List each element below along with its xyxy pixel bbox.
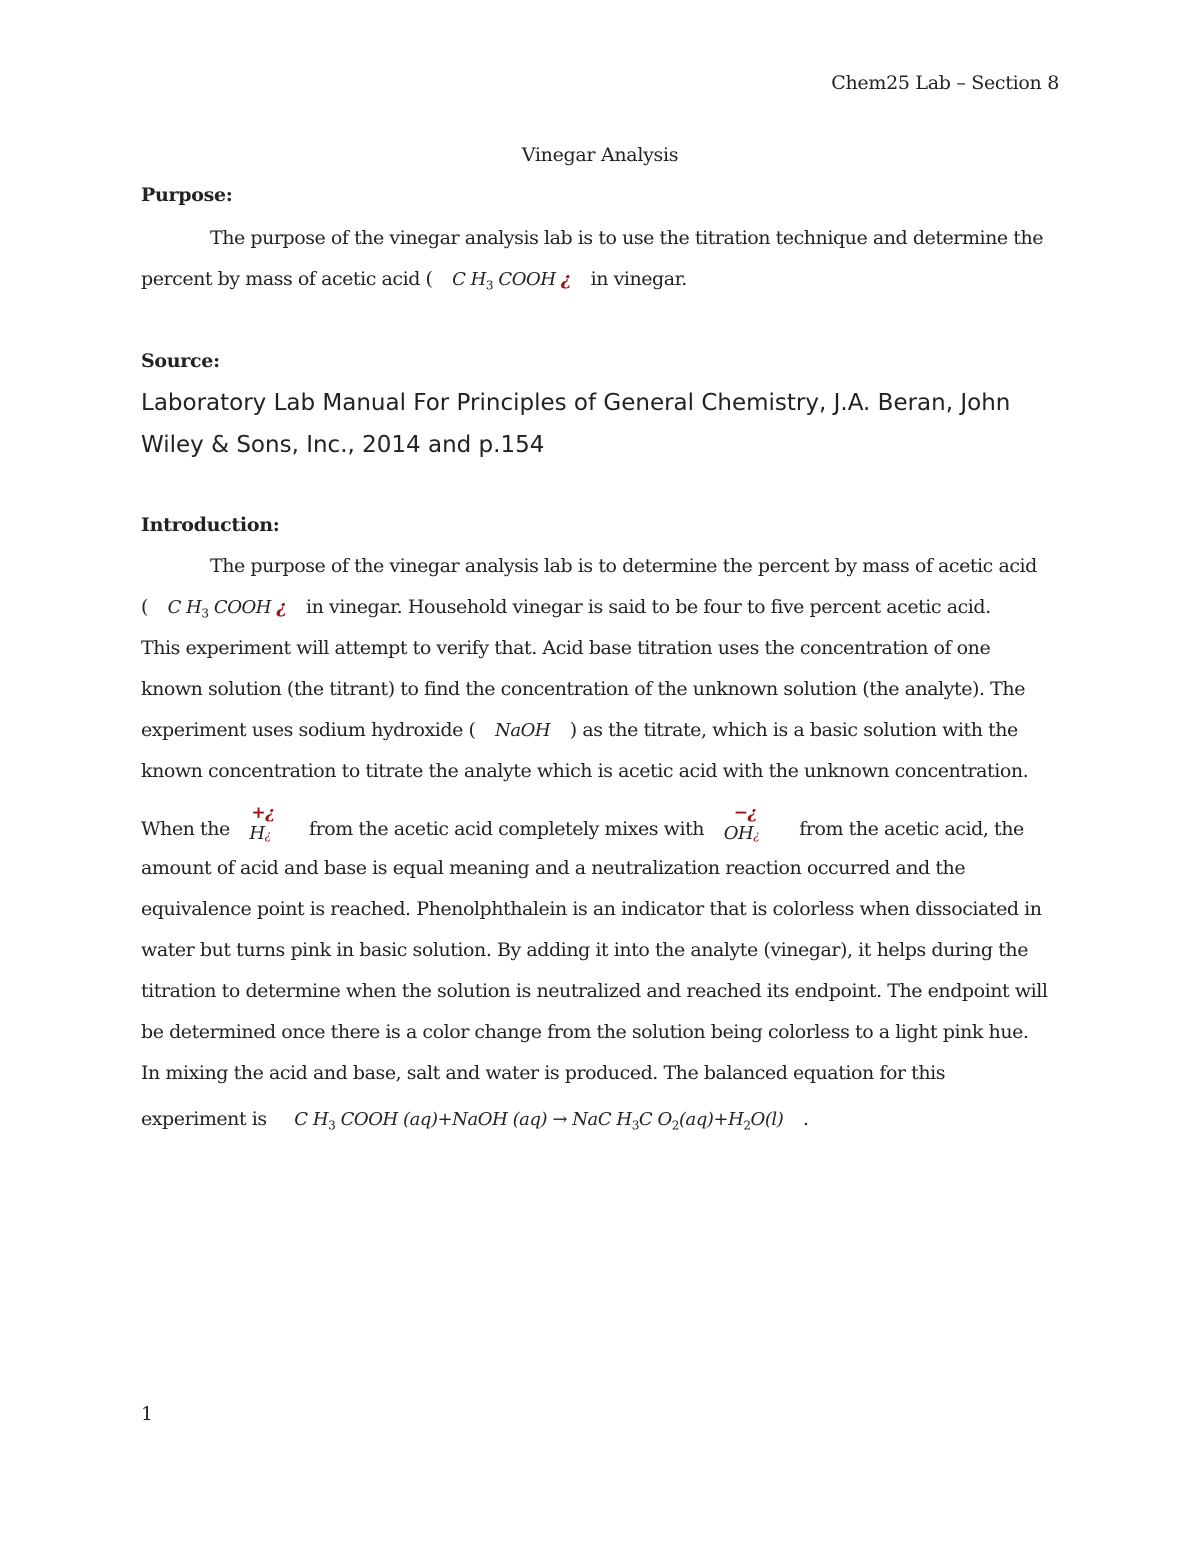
intro-line bbox=[141, 1094, 1066, 1140]
intro-text: experiment uses sodium hydroxide ( bbox=[141, 719, 476, 741]
formula-part: COOH bbox=[213, 597, 272, 618]
equation-subscript: 3 bbox=[328, 1118, 336, 1133]
intro-line: titration to determine when the solution is neutralized and reached its endpoint. The endpoint will bbox=[141, 980, 1048, 1002]
page-header: Chem25 Lab – Section 8 bbox=[831, 72, 1059, 94]
intro-line: In mixing the acid and base, salt and water is produced. The balanced equation for this bbox=[141, 1062, 946, 1084]
purpose-text: percent by mass of acetic acid ( bbox=[141, 268, 433, 290]
purpose-heading: Purpose: bbox=[141, 184, 233, 206]
document-title: Vinegar Analysis bbox=[521, 144, 679, 166]
ion-symbol bbox=[724, 813, 760, 856]
ion-symbol bbox=[249, 813, 270, 856]
formula-part: C H bbox=[167, 597, 202, 618]
intro-text: . bbox=[802, 1108, 809, 1130]
formula-part: C H bbox=[452, 269, 486, 290]
intro-line bbox=[141, 710, 1066, 751]
equation-part: C O bbox=[638, 1109, 672, 1130]
ion-base: H bbox=[249, 823, 265, 844]
intro-line: known concentration to titrate the analyte which is acetic acid with the unknown concentration. bbox=[141, 760, 1029, 782]
intro-line bbox=[141, 587, 1066, 628]
hydroxide-ion-formula bbox=[723, 803, 780, 844]
intro-text: When the bbox=[141, 818, 230, 840]
source-line: Wiley & Sons, Inc., 2014 and p.154 bbox=[141, 432, 545, 458]
purpose-line: The purpose of the vinegar analysis lab is to use the titration technique and determine the bbox=[210, 227, 1044, 249]
page-number: 1 bbox=[141, 1403, 154, 1425]
intro-text: from the acetic acid completely mixes with bbox=[309, 818, 705, 840]
ion-charge: +¿ bbox=[251, 803, 275, 823]
intro-text: ( bbox=[141, 596, 148, 618]
formula-subscript: 3 bbox=[201, 606, 209, 621]
intro-text: experiment is bbox=[141, 1108, 267, 1130]
intro-line: known solution (the titrant) to find the concentration of the unknown solution (the analyte). The bbox=[141, 678, 1025, 700]
equation-part: (aq)+H bbox=[678, 1109, 744, 1130]
naoh-formula: NaOH bbox=[495, 720, 551, 741]
equation-subscript: 2 bbox=[743, 1118, 751, 1133]
intro-line: amount of acid and base is equal meaning and a neutralization reaction occurred and the bbox=[141, 857, 966, 879]
equation-part: COOH (aq)+NaOH (aq) → NaC H bbox=[340, 1109, 632, 1130]
intro-line: water but turns pink in basic solution. By adding it into the analyte (vinegar), it helps during the bbox=[141, 939, 1029, 961]
intro-line: This experiment will attempt to verify that. Acid base titration uses the concentration of one bbox=[141, 637, 991, 659]
intro-line bbox=[141, 792, 1066, 848]
formula-part: COOH bbox=[498, 269, 556, 290]
ion-artifact: ¿ bbox=[753, 828, 760, 842]
purpose-text: in vinegar. bbox=[590, 268, 687, 290]
source-heading: Source: bbox=[141, 350, 220, 372]
acetic-acid-formula bbox=[452, 259, 571, 307]
ion-artifact: ¿ bbox=[264, 828, 271, 842]
intro-text: from the acetic acid, the bbox=[799, 818, 1024, 840]
intro-line: equivalence point is reached. Phenolphthalein is an indicator that is colorless when dissociated in bbox=[141, 898, 1042, 920]
formula-subscript: 3 bbox=[485, 278, 494, 293]
introduction-paragraph bbox=[141, 546, 1066, 1140]
ion-base: OH bbox=[723, 823, 754, 844]
equation-subscript: 2 bbox=[671, 1118, 679, 1133]
intro-line: The purpose of the vinegar analysis lab is to determine the percent by mass of acetic acid bbox=[210, 555, 1037, 577]
formula-artifact: ¿ bbox=[560, 269, 571, 290]
intro-text: ) as the titrate, which is a basic solution with the bbox=[569, 719, 1018, 741]
source-line: Laboratory Lab Manual For Principles of General Chemistry, J.A. Beran, John bbox=[141, 390, 1011, 416]
equation-part: O(l) bbox=[750, 1109, 784, 1130]
formula-artifact: ¿ bbox=[276, 597, 287, 618]
ion-charge: −¿ bbox=[733, 803, 757, 823]
introduction-heading: Introduction: bbox=[141, 514, 280, 536]
purpose-paragraph bbox=[141, 218, 1066, 300]
intro-line: be determined once there is a color change from the solution being colorless to a light pink hue. bbox=[141, 1021, 1029, 1043]
intro-text: in vinegar. Household vinegar is said to be four to five percent acetic acid. bbox=[306, 596, 991, 618]
source-citation bbox=[141, 382, 1081, 466]
hydrogen-ion-formula bbox=[249, 803, 289, 844]
balanced-equation bbox=[294, 1099, 783, 1147]
equation-part: C H bbox=[294, 1109, 329, 1130]
equation-subscript: 3 bbox=[631, 1118, 639, 1133]
purpose-line bbox=[141, 259, 1066, 300]
